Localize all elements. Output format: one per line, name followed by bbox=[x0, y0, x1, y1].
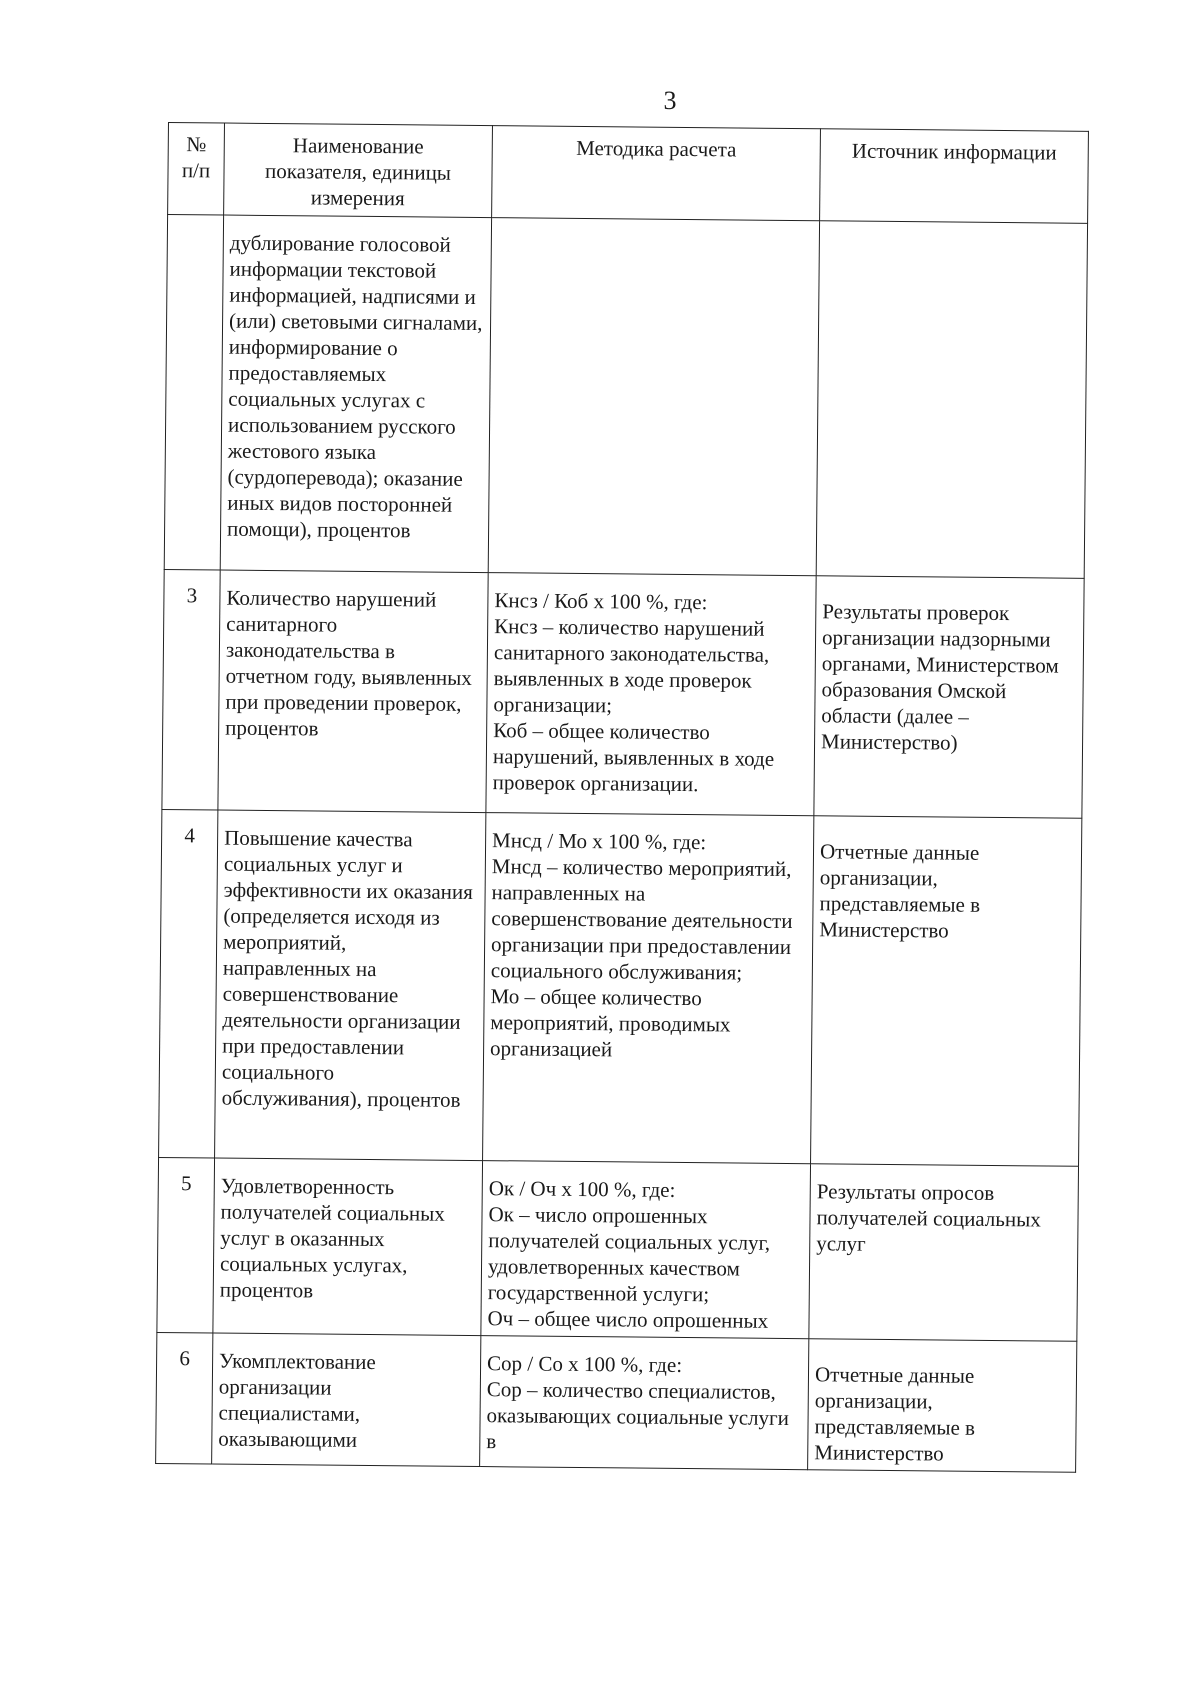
header-indicator-name: Наименование показателя, единицы измерения bbox=[224, 123, 493, 218]
cell-calculation-method: Мнсд / Мо х 100 %, где: Мнсд – количество мероприятий, направленных на совершенствование деятельности организации при предоставлении социального обслуживания; Мо – общее количество мероприятий, проводимых организацией bbox=[483, 813, 814, 1164]
cell-calculation-method: Кнсз / Коб х 100 %, где: Кнсз – количество нарушений санитарного законодательства, выявленных в ходе проверок организации; Коб – общее количество нарушений, выявленных в ходе проверок организации. bbox=[486, 573, 816, 816]
cell-indicator-name: Количество нарушений санитарного законодательства в отчетном году, выявленных при проведении проверок, процентов bbox=[218, 570, 488, 813]
cell-number: 6 bbox=[156, 1332, 213, 1464]
table-row bbox=[157, 1157, 1079, 1341]
cell-indicator-name: Укомплектование организации специалистами, оказывающими bbox=[212, 1333, 481, 1467]
cell-calculation-method: Сор / Со х 100 %, где: Сор – количество специалистов, оказывающих социальные услуги в bbox=[480, 1336, 809, 1470]
header-number: № п/п bbox=[168, 123, 225, 216]
cell-indicator-name: дублирование голосовой информации текстовой информацией, надписями и (или) световыми сигналами, информирование о предоставляемых социальных услугах с использованием русского жестового языка (сурдоперевода); оказание иных видов посторонней помощи), процентов bbox=[220, 215, 491, 573]
cell-number bbox=[164, 215, 223, 571]
cell-number: 5 bbox=[157, 1157, 215, 1333]
cell-number: 3 bbox=[162, 569, 220, 810]
header-calculation-method: Методика расчета bbox=[492, 126, 821, 221]
cell-information-source: Отчетные данные организации, представляемые в Министерство bbox=[808, 1339, 1077, 1473]
cell-indicator-name: Повышение качества социальных услуг и эффективности их оказания (определяется исходя из мероприятий, направленных на совершенствование деятельности организации при предоставлении социального обслуживания), процентов bbox=[215, 810, 486, 1161]
indicators-table bbox=[155, 122, 1089, 1473]
cell-indicator-name: Удовлетворенность получателей социальных услуг в оказанных социальных услугах, процентов bbox=[213, 1158, 483, 1336]
table-row bbox=[162, 569, 1084, 818]
table-row bbox=[164, 215, 1087, 579]
cell-information-source: Отчетные данные организации, представляемые в Министерство bbox=[811, 816, 1082, 1167]
header-information-source: Источник информации bbox=[820, 129, 1089, 224]
cell-calculation-method bbox=[488, 218, 819, 576]
table-row bbox=[159, 809, 1082, 1166]
cell-information-source bbox=[816, 221, 1087, 579]
cell-number: 4 bbox=[159, 809, 218, 1158]
cell-information-source: Результаты опросов получателей социальных услуг bbox=[809, 1164, 1079, 1342]
cell-information-source: Результаты проверок организации надзорными органами, Министерством образования Омской области (далее – Министерство) bbox=[814, 576, 1084, 819]
table-header-row bbox=[168, 123, 1089, 224]
page-number: 3 bbox=[663, 86, 677, 115]
table-row bbox=[156, 1332, 1077, 1472]
cell-calculation-method: Ок / Оч х 100 %, где: Ок – число опрошенных получателей социальных услуг, удовлетворенных качеством государственной услуги; Оч – общее число опрошенных bbox=[481, 1161, 811, 1339]
